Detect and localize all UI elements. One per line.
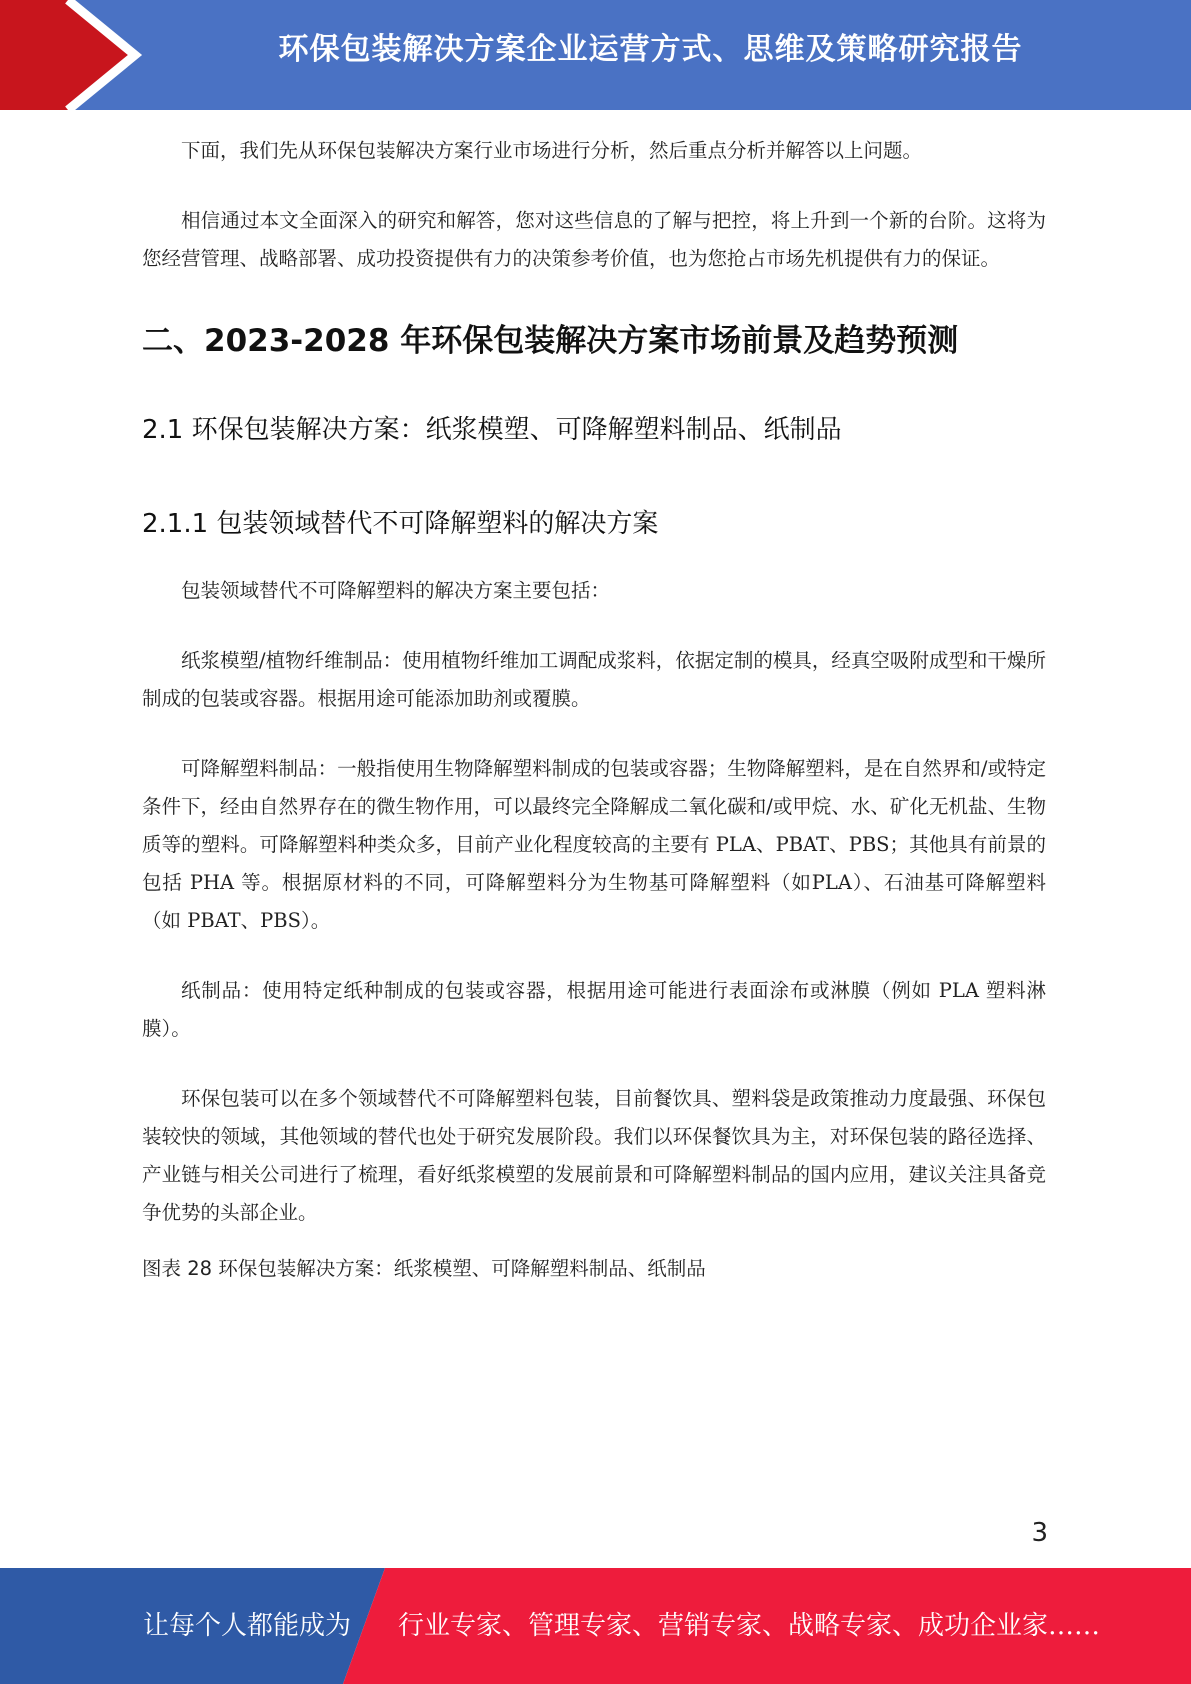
- degradable-plastics-paragraph: 可降解塑料制品：一般指使用生物降解塑料制成的包装或容器；生物降解塑料，是在自然界和/或特定条件下，经由自然界存在的微生物作用，可以最终完全降解成二氧化碳和/或甲烷、水、矿化无机盐、生物质等的塑料。可降解塑料种类众多，目前产业化程度较高的主要有 PLA、PBAT、PBS；其他具有前景的包括 PHA 等。根据原材料的不同，可降解塑料分为生物基可降解塑料（如PLA）、石油基可降解塑料（如 PBAT、PBS）。: [142, 757, 1046, 932]
- header-banner: [0, 0, 1191, 110]
- footer-slogan-left: 让每个人都能成为: [143, 1611, 352, 1641]
- figure-caption-text: 环保包装解决方案：纸浆模塑、可降解塑料制品、纸制品: [218, 1257, 706, 1280]
- summary-paragraph: 环保包装可以在多个领域替代不可降解塑料包装，目前餐饮具、塑料袋是政策推动力度最强、环保包装较快的领域，其他领域的替代也处于研究发展阶段。我们以环保餐饮具为主，对环保包装的路径选择、产业链与相关公司进行了梳理，看好纸浆模塑的发展前景和可降解塑料制品的国内应用，建议关注具备竞争优势的头部企业。: [142, 1087, 1046, 1224]
- report-title: 环保包装解决方案企业运营方式、思维及策略研究报告: [278, 32, 1023, 67]
- figure-caption: [142, 1250, 1046, 1288]
- solutions-intro-paragraph: 包装领域替代不可降解塑料的解决方案主要包括：: [181, 579, 611, 602]
- figure-caption-number: 28: [187, 1257, 213, 1280]
- page-content: [142, 120, 1046, 1288]
- subsubsection-heading: 2.1.1 包装领域替代不可降解塑料的解决方案: [142, 509, 659, 539]
- page-number: 3: [1031, 1518, 1048, 1548]
- footer-slogan-right: 行业专家、管理专家、营销专家、战略专家、成功企业家……: [398, 1611, 1101, 1641]
- header-arrow-icon: [0, 0, 160, 110]
- intro-paragraph-2: 相信通过本文全面深入的研究和解答，您对这些信息的了解与把控，将上升到一个新的台阶。这将为您经营管理、战略部署、成功投资提供有力的决策参考价值，也为您抢占市场先机提供有力的保证。: [142, 209, 1046, 270]
- figure-caption-prefix: 图表: [142, 1257, 182, 1280]
- subsection-heading: 2.1 环保包装解决方案：纸浆模塑、可降解塑料制品、纸制品: [142, 415, 842, 445]
- footer-banner: [0, 1568, 1191, 1684]
- section-heading: 二、2023-2028 年环保包装解决方案市场前景及趋势预测: [142, 323, 959, 359]
- paper-products-paragraph: 纸制品：使用特定纸种制成的包装或容器，根据用途可能进行表面涂布或淋膜（例如 PLA 塑料淋膜）。: [142, 979, 1046, 1040]
- intro-paragraph-1: 下面，我们先从环保包装解决方案行业市场进行分析，然后重点分析并解答以上问题。: [181, 139, 923, 162]
- pulp-molding-paragraph: 纸浆模塑/植物纤维制品：使用植物纤维加工调配成浆料，依据定制的模具，经真空吸附成型和干燥所制成的包装或容器。根据用途可能添加助剂或覆膜。: [142, 649, 1046, 710]
